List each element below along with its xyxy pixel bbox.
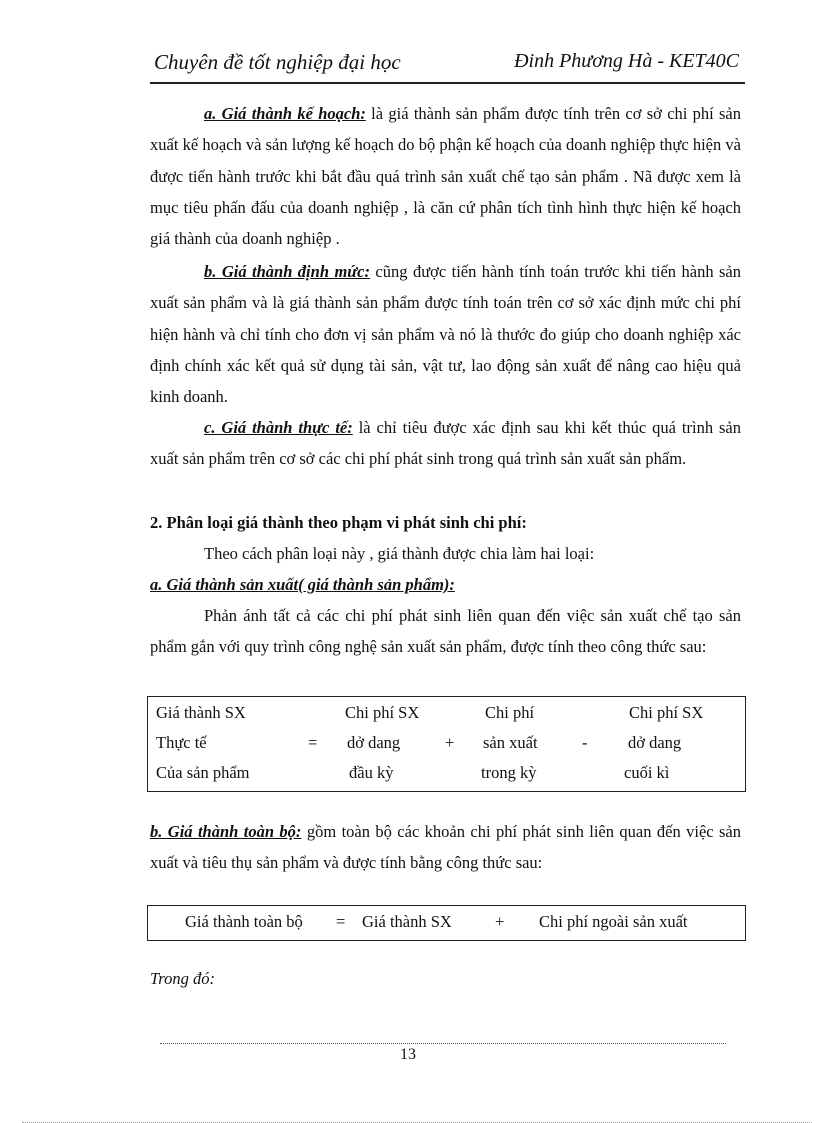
formula2-equals: = [336, 912, 346, 931]
subsection-b-text: gồm toàn bộ các khoản chi phí phát sinh liên quan đến việc sản xuất và tiêu thụ sản phẩm và được tính bằng công thức sau: [150, 822, 741, 873]
formula1-col4-line2: dở dang [628, 733, 682, 752]
formula2-right: Chi phí ngoài sản xuất [539, 912, 688, 931]
subsection-b-label: b. Giá thành toàn bộ: [150, 822, 302, 841]
formula1-col3-line1: Chi phí [485, 703, 535, 722]
formula1-col2-line2: dở dang [347, 733, 401, 752]
formula1-col1-line2: Thực tế [156, 733, 207, 752]
header-author: Đinh Phương Hà - KET40C [514, 50, 739, 72]
trong-do-label: Trong đó: [150, 969, 215, 988]
subsection-a-text: Phản ánh tất cả các chi phí phát sinh liên quan đến việc sản xuất chế tạo sản phẩm gắn với quy trình công nghệ sản xuất sản phẩm, được tính theo công thức sau: [150, 606, 741, 657]
section-c-paragraph [150, 412, 741, 475]
subsection-a-title: a. Giá thành sản xuất( giá thành sản phẩm): [150, 575, 455, 594]
section-b-label: b. Giá thành định mức: [204, 262, 370, 281]
formula1-plus: + [445, 733, 455, 752]
formula1-col4-line1: Chi phí SX [629, 703, 704, 722]
formula2-plus: + [495, 912, 505, 931]
intro-2: Theo cách phân loại này , giá thành được chia làm hai loại: [204, 544, 595, 563]
section-c-label: c. Giá thành thực tế: [204, 418, 353, 437]
section-c-text: là chỉ tiêu được xác định sau khi kết thúc quá trình sản xuất sản phẩm trên cơ sở các chi phí phát sinh trong quá trình sản xuất sản phẩm. [150, 418, 742, 469]
formula1-col2-line3: đầu kỳ [349, 763, 394, 782]
section-a-text: là giá thành sản phẩm được tính trên cơ sở chi phí sản xuất kế hoạch và sản lượng kế hoạch do bộ phận kế hoạch của doanh nghiệp thực hiện và được tiến hành trước khi bắt đầu quá trình sản xuất chế tạo sản phẩm . Nã được xem là mục tiêu phấn đấu của doanh nghiệp , là căn cứ phân tích tình hình thực hiện kế hoạch giá thành của doanh nghiệp . [150, 104, 742, 249]
formula1-col1-line3: Của sản phẩm [156, 763, 250, 782]
footer-divider [160, 1043, 726, 1044]
formula-box-total-cost [147, 905, 746, 941]
formula1-minus: - [582, 733, 588, 752]
formula1-equals: = [308, 733, 318, 752]
section-b-text: cũng được tiến hành tính toán trước khi tiến hành sản xuất sản phẩm và là giá thành sản phẩm được tính toán trên cơ sở xác định mức chi phí hiện hành và chỉ tính cho đơn vị sản phẩm và nó là thước đo giúp cho doanh nghiệp xác định chính xác kết quả sử dụng tài sản, vật tư, lao động sản xuất để nâng cao hiệu quả kinh doanh. [150, 262, 742, 407]
heading-2: 2. Phân loại giá thành theo phạm vi phát sinh chi phí: [150, 513, 527, 532]
formula2-left: Giá thành toàn bộ [185, 912, 303, 931]
formula1-col3-line3: trong kỳ [481, 763, 537, 782]
page-number: 13 [400, 1046, 416, 1063]
section-a-label: a. Giá thành kế hoạch: [204, 104, 366, 123]
formula1-col4-line3: cuối kì [624, 763, 670, 782]
formula2-mid: Giá thành SX [362, 912, 452, 931]
formula-box-production-cost [147, 696, 746, 792]
formula1-col3-line2: sản xuất [483, 733, 538, 752]
section-b-paragraph [150, 256, 741, 412]
subsection-b-paragraph [150, 816, 741, 879]
section-a-paragraph [150, 98, 741, 254]
formula1-col2-line1: Chi phí SX [345, 703, 420, 722]
header-left-title: Chuyên đề tốt nghiệp đại học [154, 50, 401, 74]
header-divider [150, 82, 745, 84]
formula1-col1-line1: Giá thành SX [156, 703, 246, 722]
